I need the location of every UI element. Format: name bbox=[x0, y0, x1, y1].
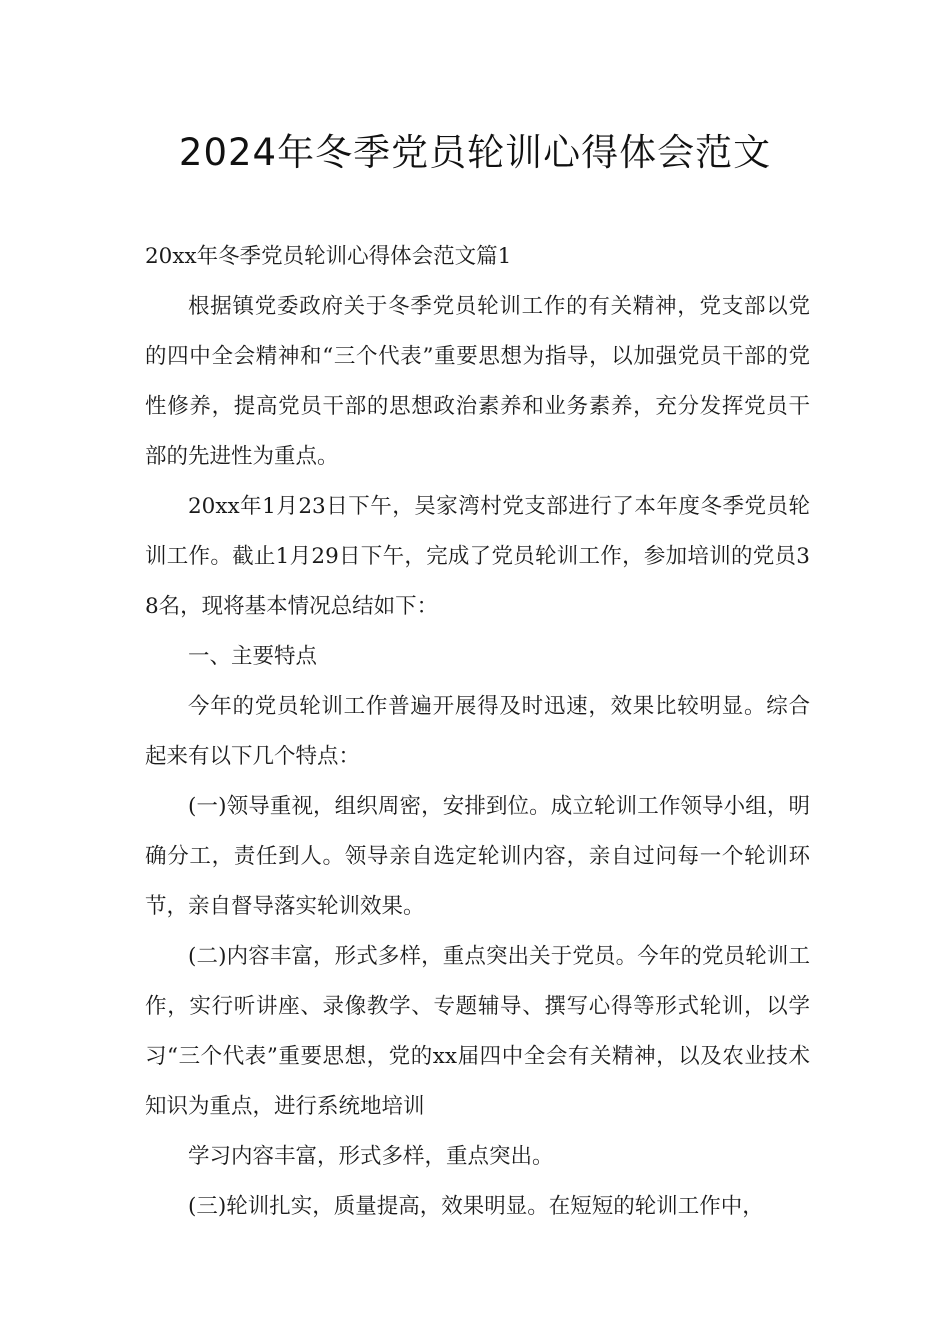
document-body bbox=[145, 232, 810, 1232]
subheading: 一、主要特点 bbox=[188, 644, 318, 669]
paragraph: (三)轮训扎实，质量提高，效果明显。在短短的轮训工作中， bbox=[188, 1194, 764, 1219]
paragraph: 20xx年1月23日下午，吴家湾村党支部进行了本年度冬季党员轮训工作。截止1月29日下午，完成了党员轮训工作，参加培训的党员38名，现将基本情况总结如下： bbox=[145, 494, 810, 619]
paragraph: (一)领导重视，组织周密，安排到位。成立轮训工作领导小组，明确分工，责任到人。领导亲自选定轮训内容，亲自过问每一个轮训环节，亲自督导落实轮训效果。 bbox=[145, 794, 810, 919]
paragraph: (二)内容丰富，形式多样，重点突出关于党员。今年的党员轮训工作，实行听讲座、录像教学、专题辅导、撰写心得等形式轮训，以学习“三个代表”重要思想，党的xx届四中全会有关精神，以及农业技术知识为重点，进行系统地培训 bbox=[145, 944, 810, 1119]
paragraph: 学习内容丰富，形式多样，重点突出。 bbox=[188, 1144, 554, 1169]
document-title: 2024年冬季党员轮训心得体会范文 bbox=[178, 131, 772, 174]
section-heading: 20xx年冬季党员轮训心得体会范文篇1 bbox=[145, 244, 512, 269]
paragraph: 根据镇党委政府关于冬季党员轮训工作的有关精神，党支部以党的四中全会精神和“三个代表”重要思想为指导，以加强党员干部的党性修养，提高党员干部的思想政治素养和业务素养，充分发挥党员干部的先进性为重点。 bbox=[145, 294, 810, 469]
paragraph: 今年的党员轮训工作普遍开展得及时迅速，效果比较明显。综合起来有以下几个特点： bbox=[145, 694, 810, 769]
